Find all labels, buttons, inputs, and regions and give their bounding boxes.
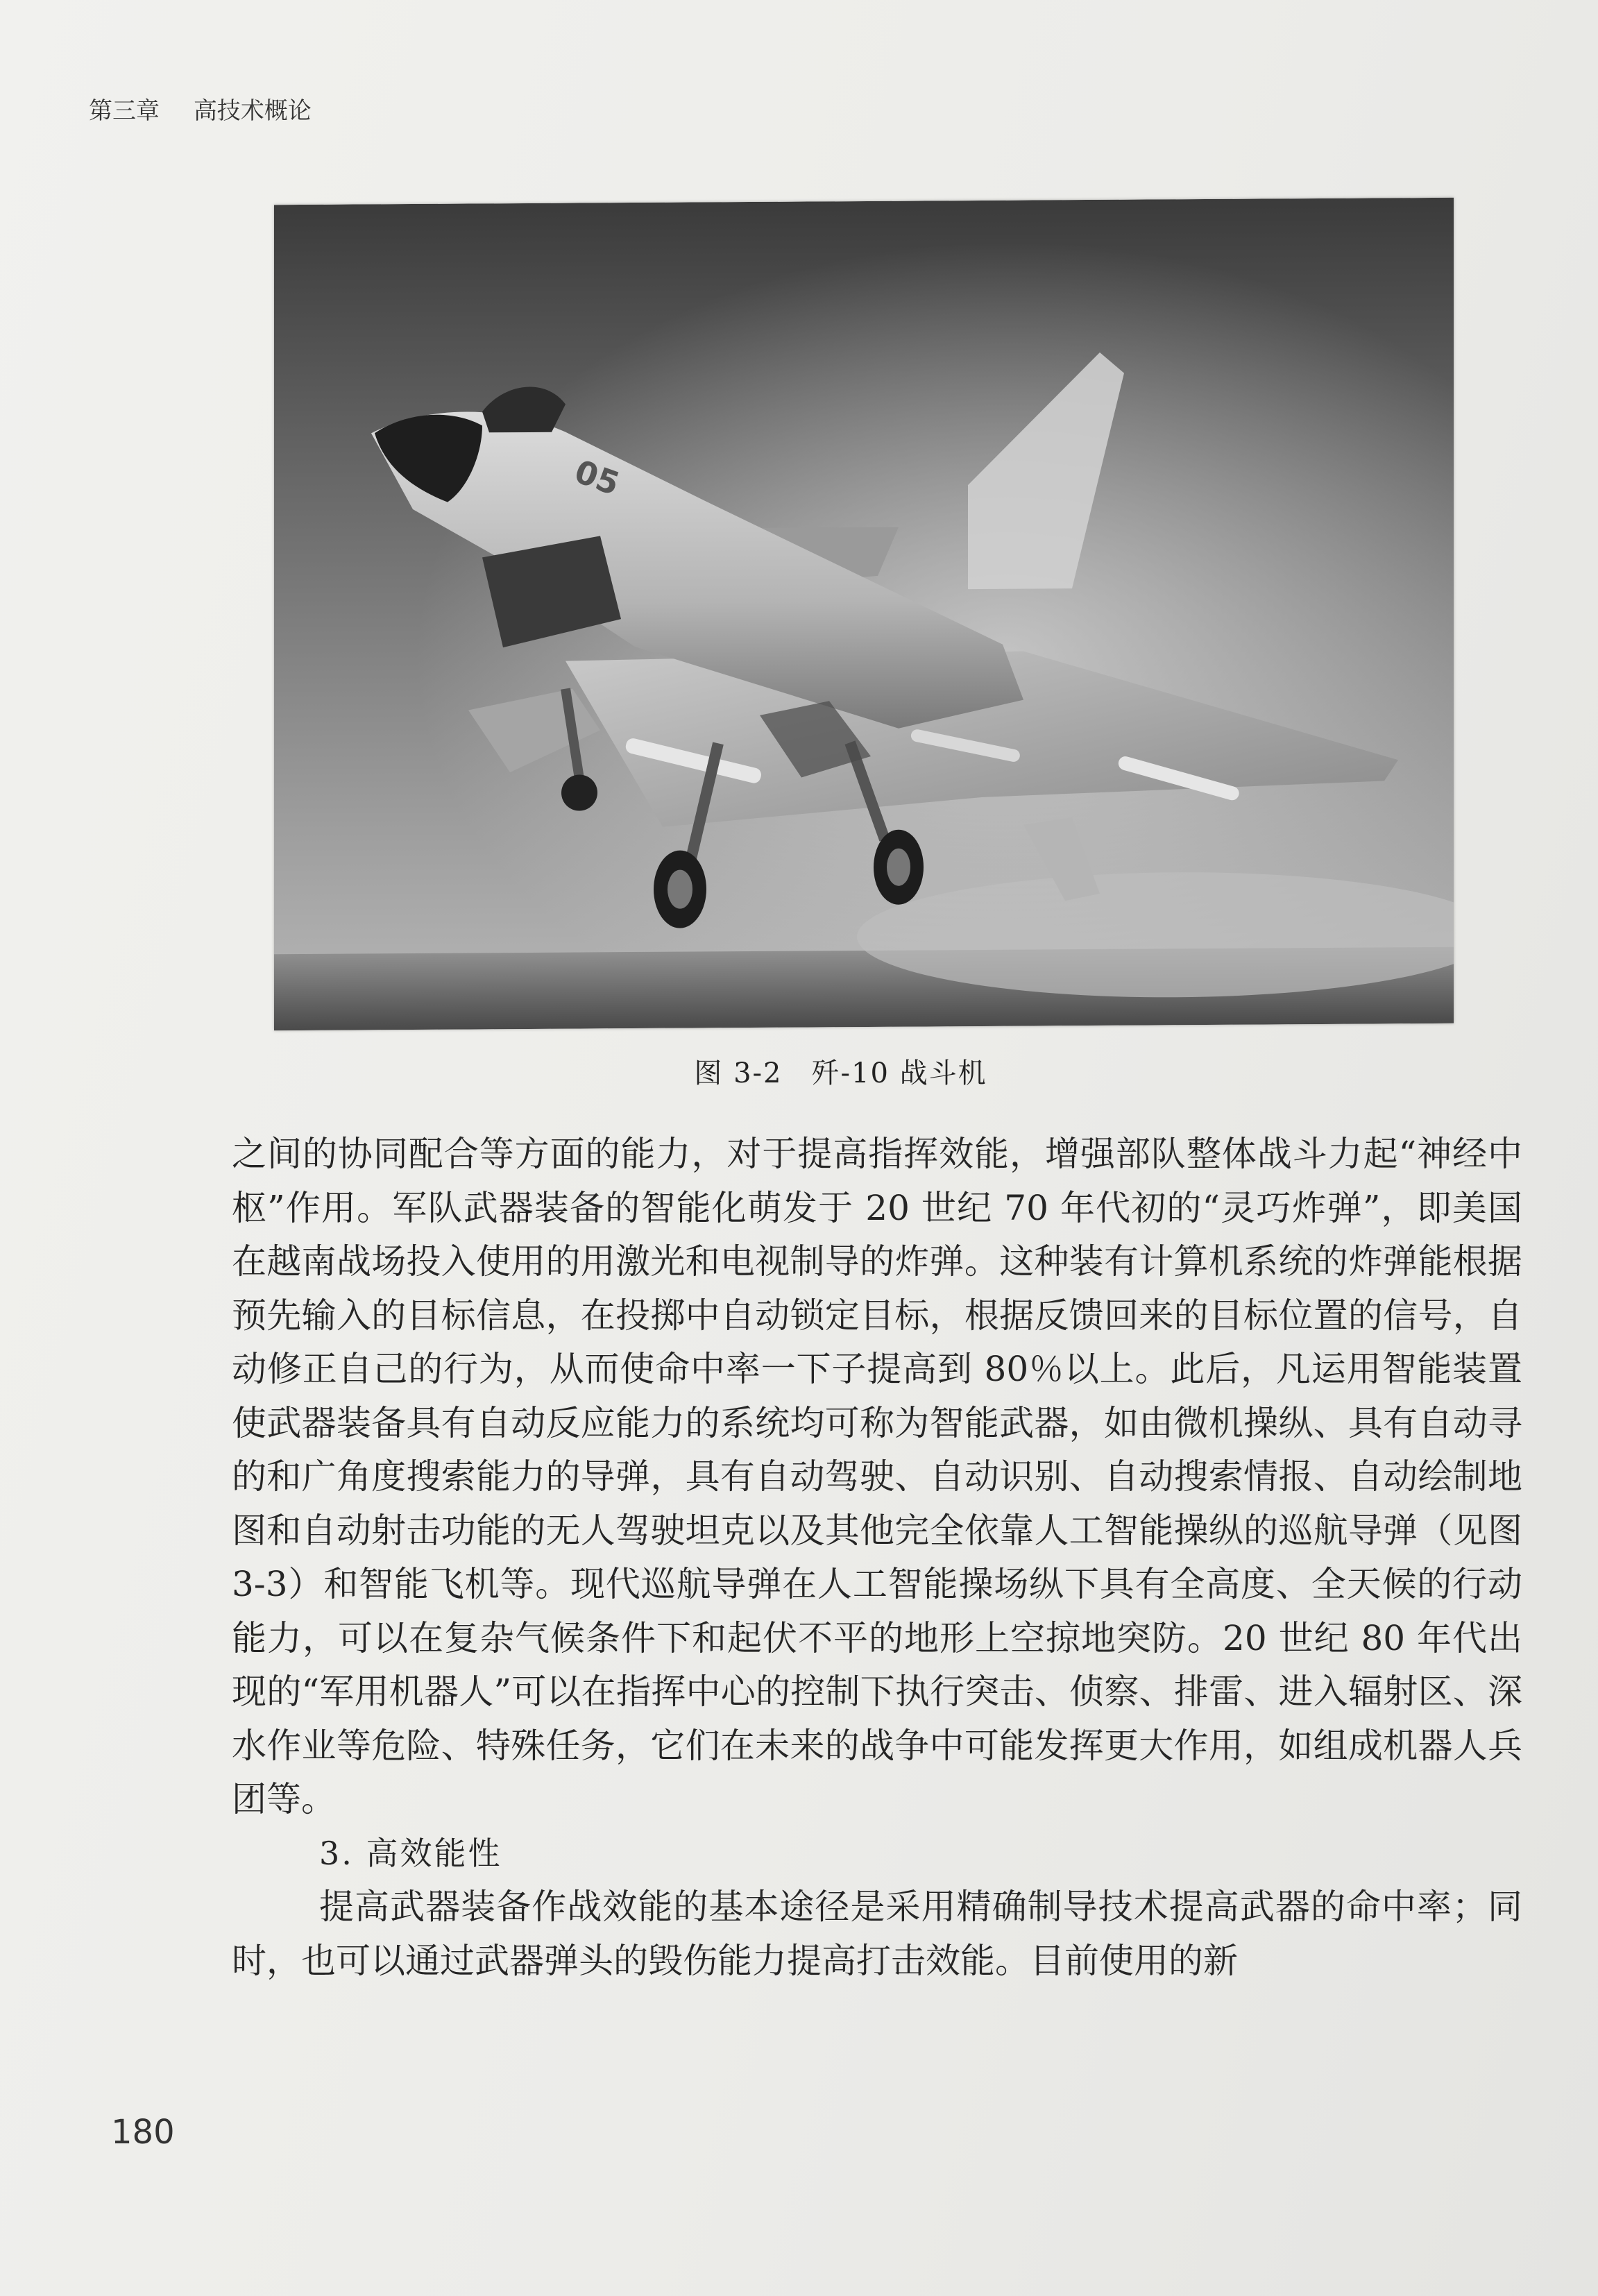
tail-number: 05 xyxy=(570,452,624,503)
body-text xyxy=(232,1128,1522,1988)
paragraph: 之间的协同配合等方面的能力，对于提高指挥效能，增强部队整体战斗力起“神经中枢”作用。军队武器装备的智能化萌发于 20 世纪 70 年代初的“灵巧炸弹”，即美国在越南战场投入使用的用激光和电视制导的炸弹。这种装有计算机系统的炸弹能根据预先输入的目标信息，在投掷中自动锁定目标，根据反馈回来的目标位置的信号，自动修正自己的行为，从而使命中率一下子提高到 80％以上。此后，凡运用智能装置使武器装备具有自动反应能力的系统均可称为智能武器，如由微机操纵、具有自动寻的和广角度搜索能力的导弹，具有自动驾驶、自动识别、自动搜索情报、自动绘制地图和自动射击功能的无人驾驶坦克以及其他完全依靠人工智能操纵的巡航导弹（见图 3-3）和智能飞机等。现代巡航导弹在人工智能操场纵下具有全高度、全天候的行动能力，可以在复杂气候条件下和起伏不平的地形上空掠地突防。20 世纪 80 年代出现的“军用机器人”可以在指挥中心的控制下执行突击、侦察、排雷、进入辐射区、深水作业等危险、特殊任务，它们在未来的战争中可能发挥更大作用，如组成机器人兵团等。 xyxy=(232,1134,1522,1819)
paragraph: 提高武器装备作战效能的基本途径是采用精确制导技术提高武器的命中率；同时，也可以通过武器弹头的毁伤能力提高打击效能。目前使用的新 xyxy=(232,1887,1522,1981)
running-head xyxy=(89,92,312,126)
chapter-label: 第三章 xyxy=(89,97,160,125)
page-number: 180 xyxy=(111,2113,175,2152)
section-heading: 3. 高效能性 xyxy=(319,1834,502,1872)
figure-caption: 图 3-2 歼-10 战斗机 xyxy=(694,1057,987,1089)
nose-gear-wheel xyxy=(561,774,597,810)
figure-photo xyxy=(274,198,1454,1030)
chapter-title: 高技术概论 xyxy=(193,97,312,125)
jet-fighter-illustration xyxy=(274,198,1454,1030)
